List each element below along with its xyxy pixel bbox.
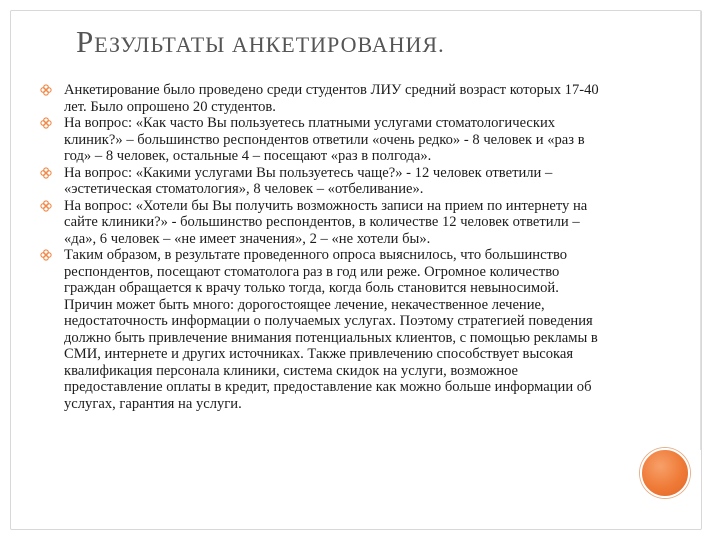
ornamental-flower-icon	[40, 167, 52, 179]
bullet-item	[40, 198, 600, 248]
title-first-letter: Р	[76, 24, 95, 59]
title-rest: ЕЗУЛЬТАТЫ АНКЕТИРОВАНИЯ.	[94, 32, 445, 57]
bullet-text: На вопрос: «Хотели бы Вы получить возможность записи на прием по интернету на сайте клиники?» - большинство респондентов, в количестве 12 человек ответили – «да», 6 человек – «не имеет значения», 2 – «не хотели бы».	[64, 197, 588, 247]
bullet-text: На вопрос: «Какими услугами Вы пользуетесь чаще?» - 12 человек ответили – «эстетическая стоматология», 8 человек – «отбеливание».	[64, 164, 553, 197]
bullet-list	[40, 82, 600, 412]
ornamental-flower-icon	[40, 249, 52, 261]
bullet-text: Таким образом, в результате проведенного опроса выяснилось, что большинство респондентов, посещают стоматолога раз в год или реже. Огромное количество граждан обращается к врачу только тогда, когда боль становится невыносимой. Причин может быть много: дорогостоящее лечение, некачественное лечение, недостаточность информации о получаемых услугах. Поэтому стратегией поведения должно быть привлечение внимания потенциальных клиентов, с помощью рекламы в СМИ, интернете и других источниках. Также привлечению способствует высокая квалификация персонала клиники, система скидок на услуги, возможное предоставление оплаты в кредит, предоставление как можно больше информации об услугах, гарантия на услуги.	[64, 247, 598, 412]
slide-title	[76, 22, 676, 65]
bullet-text: Анкетирование было проведено среди студентов ЛИУ средний возраст которых 17-40 лет. Было опрошено 20 студентов.	[64, 82, 599, 115]
bullet-item	[40, 247, 600, 412]
ornamental-flower-icon	[40, 200, 52, 212]
bullet-text: На вопрос: «Как часто Вы пользуетесь платными услугами стоматологических клиник?» – большинство респондентов ответили «очень редко» - 8 человек и «раз в год» – 8 человек, остальные 4 – посещают «раз в полгода».	[64, 115, 585, 164]
slide-right-rule	[700, 10, 701, 450]
ornamental-flower-icon	[40, 84, 52, 96]
bullet-item	[40, 165, 600, 198]
bullet-item	[40, 115, 600, 165]
orange-circle-decoration	[640, 448, 690, 498]
ornamental-flower-icon	[40, 117, 52, 129]
bullet-item	[40, 82, 600, 115]
